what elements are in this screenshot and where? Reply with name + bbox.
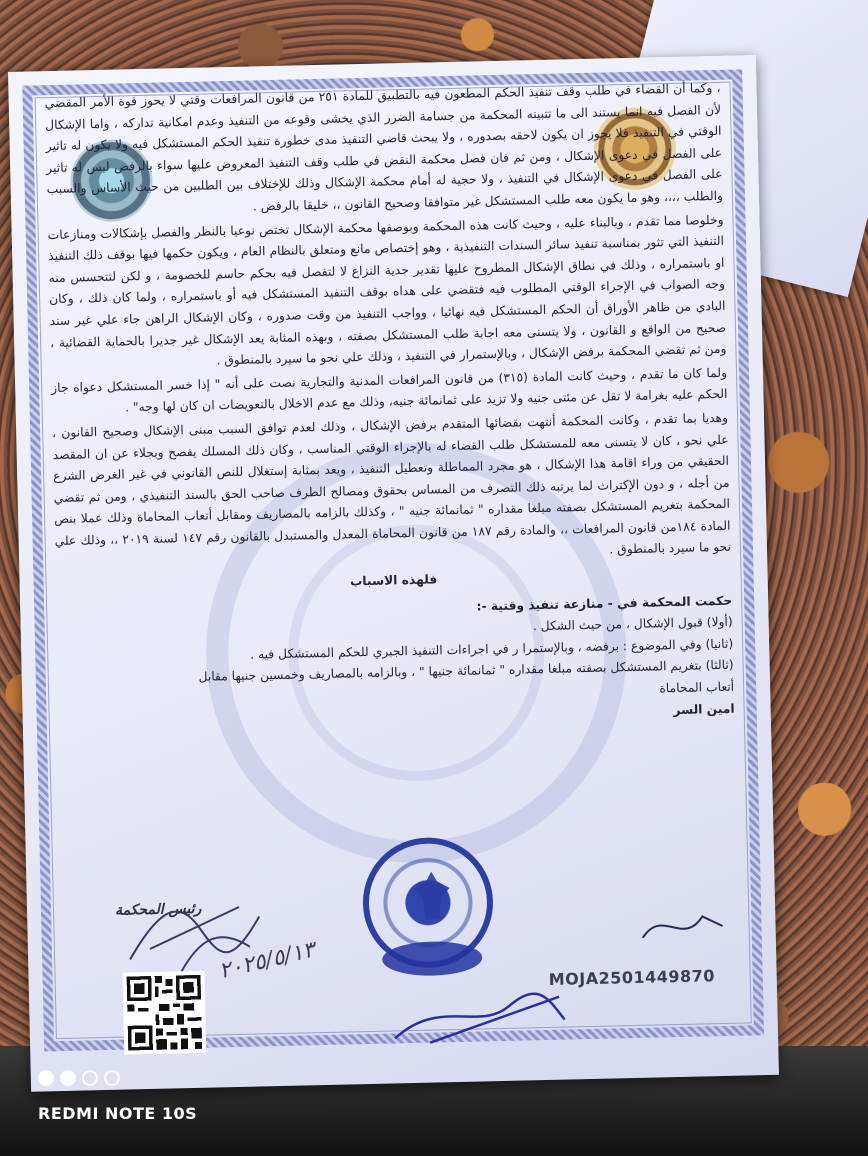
president-label: رئيس المحكمة bbox=[114, 900, 202, 919]
dot-hollow-icon bbox=[104, 1070, 120, 1086]
document-body bbox=[44, 78, 734, 735]
paragraph-4: وهديا بما تقدم ، وكانت المحكمة أنتهت بقضائها المتقدم برفض الإشكال ، وذلك لعدم توافق السبب مبنى الإشكال وصحيح القانون ، علي نحو ، كان لا يتسنى معه للمستشكل طلب القضاء له بالإجراء الوقتي المناسب ، وكان ذلك المسلك يفصح وبجلاء عن ان المقصد الحقيقي من وراء اقامة هذا الإشكال ، هو مجرد المماطلة وتعطيل التنفيذ ، ويعد بمثابة إستغلال للنص القانوني في غير الغرض الشرع من أجله ، و دون الإكتراث لما يرتبه ذلك التصرف من المساس بحقوق ومصالح الطرف صاحب الحق بالسند التنفيذي ، ومن ثم تقضي المحكمة بتغريم المستشكل بصفته مبلغا مقداره " ثمانمائة جنيه " ، وكذلك بالزامه بالمصاريف ومقابل أتعاب المحاماة وذلك عملا بنص المادة ١٨٤من قانون المرافعات ،، والمادة رقم ١٨٧ من قانون المحاماة المعدل والمستبدل بالقانون رقم ١٤٧ لسنة ٢٠١٩ ،، وذلك علي نحو ما سيرد بالمنطوق . bbox=[52, 410, 732, 557]
verdict-item-2: (ثانيا) وفي الموضوع : برفضه ، وبالإستمرا ر في اجراءات التنفيذ الجبري للحكم المستشكل فيه . bbox=[250, 636, 734, 662]
document-code: MOJA2501449870 bbox=[548, 966, 716, 989]
verdict-item-1: (أولا) قبول الإشكال ، من حيث الشكل . bbox=[532, 614, 733, 634]
paragraph-1: ، وكما أن القضاء في طلب وقف تنفيذ الحكم المطعون فيه بالتطبيق للمادة ٢٥١ من قانون المرافعات وقتي لا يحوز قوة الأمر المقضي لأن الفصل فيه انما يستند الى ما تتبينه المحكمة من جسامة الضرر الذي يخشى وقوعه من التنفيذ وعدم امكانية تداركه ، واما الإشكال الوقتي في التنفيذ فلا يجوز ان يكون لاحقه بصدوره ، ولا يبحث قاضي التنفيذ مدى خطورة تنفيذ الحكم المستشكل فيه ولا يكون له تاثير على الفصل في دعوى الإشكال ، ومن ثم فان فصل محكمة النقض في طلب وقف التنفيذ المعروض عليها سواء بالرفض ليس له تاثير على الفصل في دعوى الإشكال في التنفيذ ، ولا حجية له أمام محكمة الإشكال وذلك للإختلاف بين الطلبين من حيث الأساس والسبب والطلب ،،،، وهو ما يكون معه طلب المستشكل غير متوافقا وصحيح القانون ،، خليقا بالرفض . bbox=[44, 80, 724, 214]
paragraph-3: ولما كان ما تقدم ، وحيث كانت المادة (٣١٥) من قانون المرافعات المدنية والتجارية نصت على أنه " إذا خسر المستشكل دعواه جاز الحكم عليه بغرامة لا تقل عن مئتى جنيه ولا تزيد على ثمانمائة جنيه، وذلك مع عدم الاخلال بالتعويضات ان كان لها وجه" . bbox=[51, 365, 728, 415]
secretary-signature-icon bbox=[389, 985, 570, 1049]
eagle-emblem-icon bbox=[413, 871, 450, 920]
court-document bbox=[8, 55, 779, 1092]
camera-watermark-dots bbox=[38, 1070, 120, 1086]
verdict-item-4: أتعاب المحاماة bbox=[659, 679, 735, 696]
dot-filled-icon bbox=[38, 1070, 54, 1086]
qr-code-icon bbox=[122, 971, 206, 1055]
verdict-heading-prefix: حكمت المحكمة في bbox=[616, 593, 733, 610]
verdict-heading-case: - منازعة تنفيذ وقتية -: bbox=[476, 596, 613, 614]
reasons-title: فلهذه الاسباب bbox=[349, 572, 438, 589]
secretary-label: امين السر bbox=[673, 701, 735, 717]
paragraph-2: وخلوصا مما تقدم ، وبالبناء عليه ، وحيث كانت هذه المحكمة وبوصفها محكمة الإشكال تختص نوعيا بالنظر والفصل بإشكالات ومنازعات التنفيذ التي تثور بمناسبة تنفيذ سائر السندات التنفيذية ، وهو إختصاص مانع ومتعلق بالنظام العام ، ويكون حكمها فيها بوقف ذلك التنفيذ او باستمراره ، وذلك في نطاق الإشكال المطروح عليها تقدير جدية النزاع لا لتفصل فيه بحكم حاسم للخصومة ، و لكن لتتحسس منه وجه الصواب في الإجراء الوقتي المطلوب فيه فتقضي على هداه بوقف التنفيذ المستشكل فيه أو باستمراره ، ولما كان ذلك ، وكان البادي من ظاهر الأوراق أن الحكم المستشكل فيه نهائيا ، وواجب التنفيذ من وقت صدوره ، وكان الإشكال الراهن جاء علي غير سند صحيح من الواقع و القانون ، ولا يتسنى معه اجابة طلب المستشكل بصفته ، وبهذه المثابة يعد الإشكال غير جديرا بالحماية القضائية ، ومن ثم تقضي المحكمة برفض الإشكال ، وبالإستمرار في التنفيذ ، وذلك علي نحو ما سيرد بالمنطوق . bbox=[47, 212, 727, 368]
verdict-item-3: (ثالثا) بتغريم المستشكل بصفته مبلغا مقداره " ثمانمائة جنيها " ، وبالزامه بالمصاريف وخمسين جنيها مقابل bbox=[198, 658, 734, 685]
handwritten-date: ٢٠٢٥/٥/١٣ bbox=[216, 937, 318, 985]
camera-watermark-label: REDMI NOTE 10S bbox=[38, 1104, 198, 1123]
dot-filled-icon bbox=[60, 1070, 76, 1086]
dot-hollow-icon bbox=[82, 1070, 98, 1086]
right-signature-icon bbox=[637, 896, 728, 958]
